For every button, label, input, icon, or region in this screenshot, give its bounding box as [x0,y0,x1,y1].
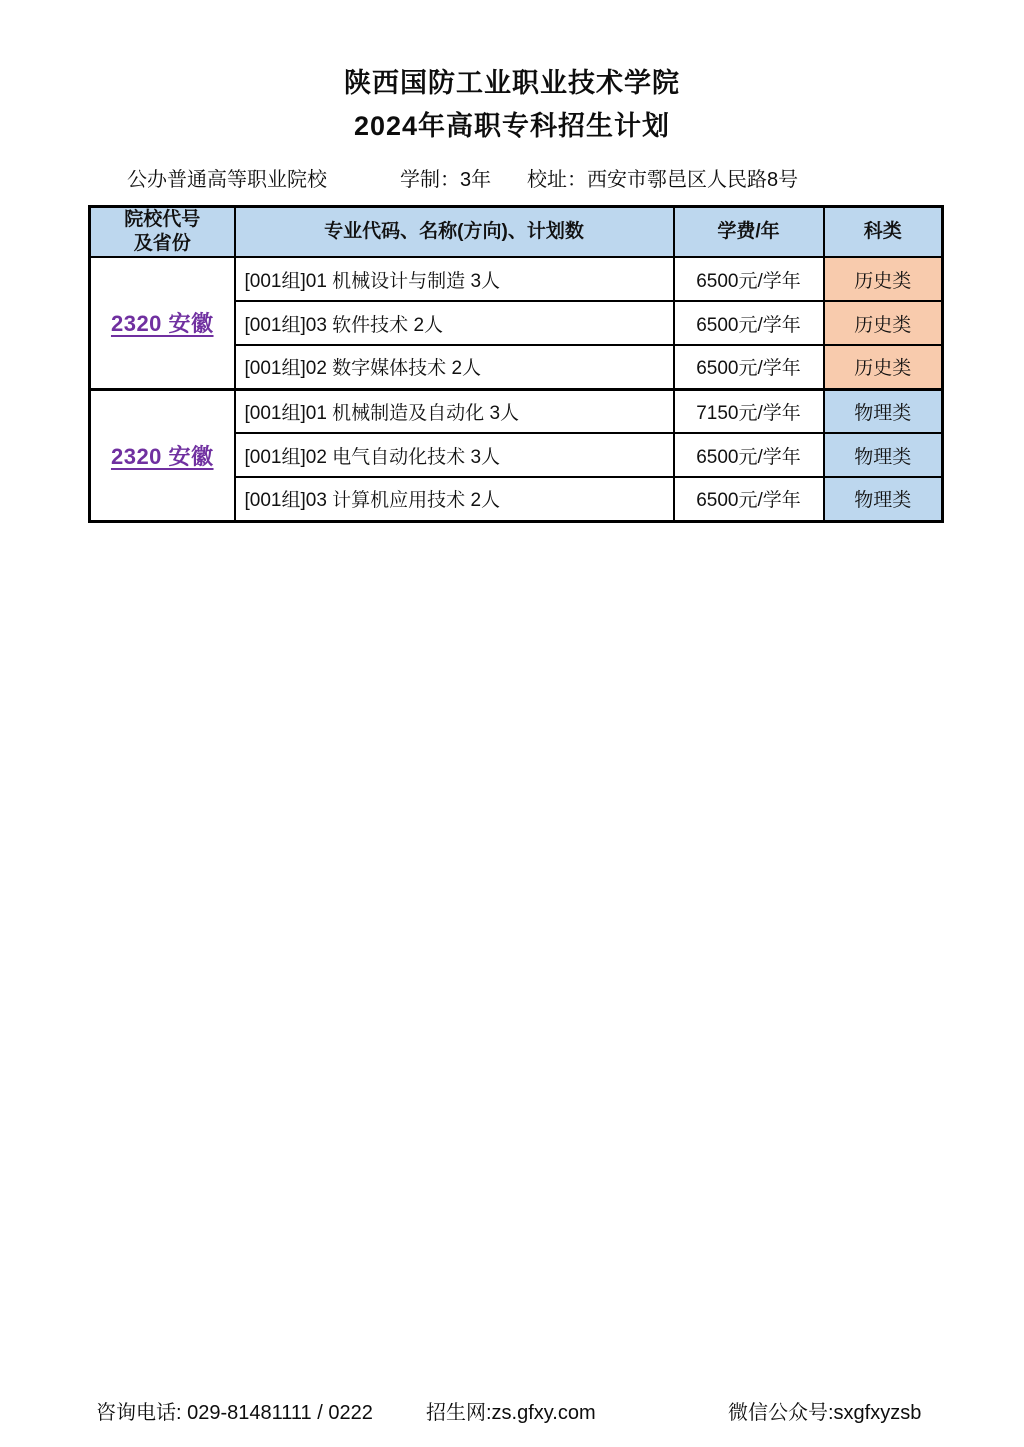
enrollment-plan-table [88,205,944,523]
contact-phone-label: 咨询电话: 029-81481111 / 0222 [96,1402,373,1424]
page-title: 陕西国防工业职业技术学院 [344,68,680,98]
category-badge: 物理类 [824,477,943,521]
college-code-link[interactable]: 2320 安徽 [110,443,214,469]
college-code-cell [90,389,235,521]
school-info-line [0,163,1024,191]
major-cell: [001组]01 机械设计与制造 3人 [235,257,674,301]
fee-cell: 6500元/学年 [674,433,824,477]
table-row [90,389,943,433]
fee-cell: 6500元/学年 [674,257,824,301]
major-cell: [001组]02 电气自动化技术 3人 [235,433,674,477]
study-duration-label: 学制：3年 [400,169,492,191]
wechat-account-label: 微信公众号:sxgfxyzsb [728,1402,922,1424]
page-footer [0,1396,1024,1424]
fee-cell: 6500元/学年 [674,301,824,345]
header-college-code-line2: 及省份 [133,233,191,254]
document-header [0,62,1024,148]
header-category: 科类 [824,207,943,258]
category-badge: 历史类 [824,301,943,345]
category-badge: 历史类 [824,257,943,301]
category-badge: 历史类 [824,345,943,389]
category-badge: 物理类 [824,389,943,433]
major-cell: [001组]02 数字媒体技术 2人 [235,345,674,389]
major-cell: [001组]03 计算机应用技术 2人 [235,477,674,521]
college-code-cell [90,257,235,389]
admissions-website-link[interactable]: 招生网:zs.gfxy.com [426,1402,596,1424]
college-code-link[interactable]: 2320 安徽 [110,311,214,337]
major-cell: [001组]01 机械制造及自动化 3人 [235,389,674,433]
fee-cell: 6500元/学年 [674,477,824,521]
header-college-code [90,207,235,258]
header-major: 专业代码、名称(方向)、计划数 [235,207,674,258]
category-badge: 物理类 [824,433,943,477]
school-type-label: 公办普通高等职业院校 [127,169,327,191]
header-college-code-line1: 院校代号 [124,209,201,230]
school-address-label: 校址：西安市鄠邑区人民路8号 [527,169,799,191]
page-subtitle: 2024年高职专科招生计划 [353,111,671,141]
fee-cell: 6500元/学年 [674,345,824,389]
header-fee: 学费/年 [674,207,824,258]
table-row [90,257,943,301]
fee-cell: 7150元/学年 [674,389,824,433]
table-header-row [90,207,943,258]
major-cell: [001组]03 软件技术 2人 [235,301,674,345]
